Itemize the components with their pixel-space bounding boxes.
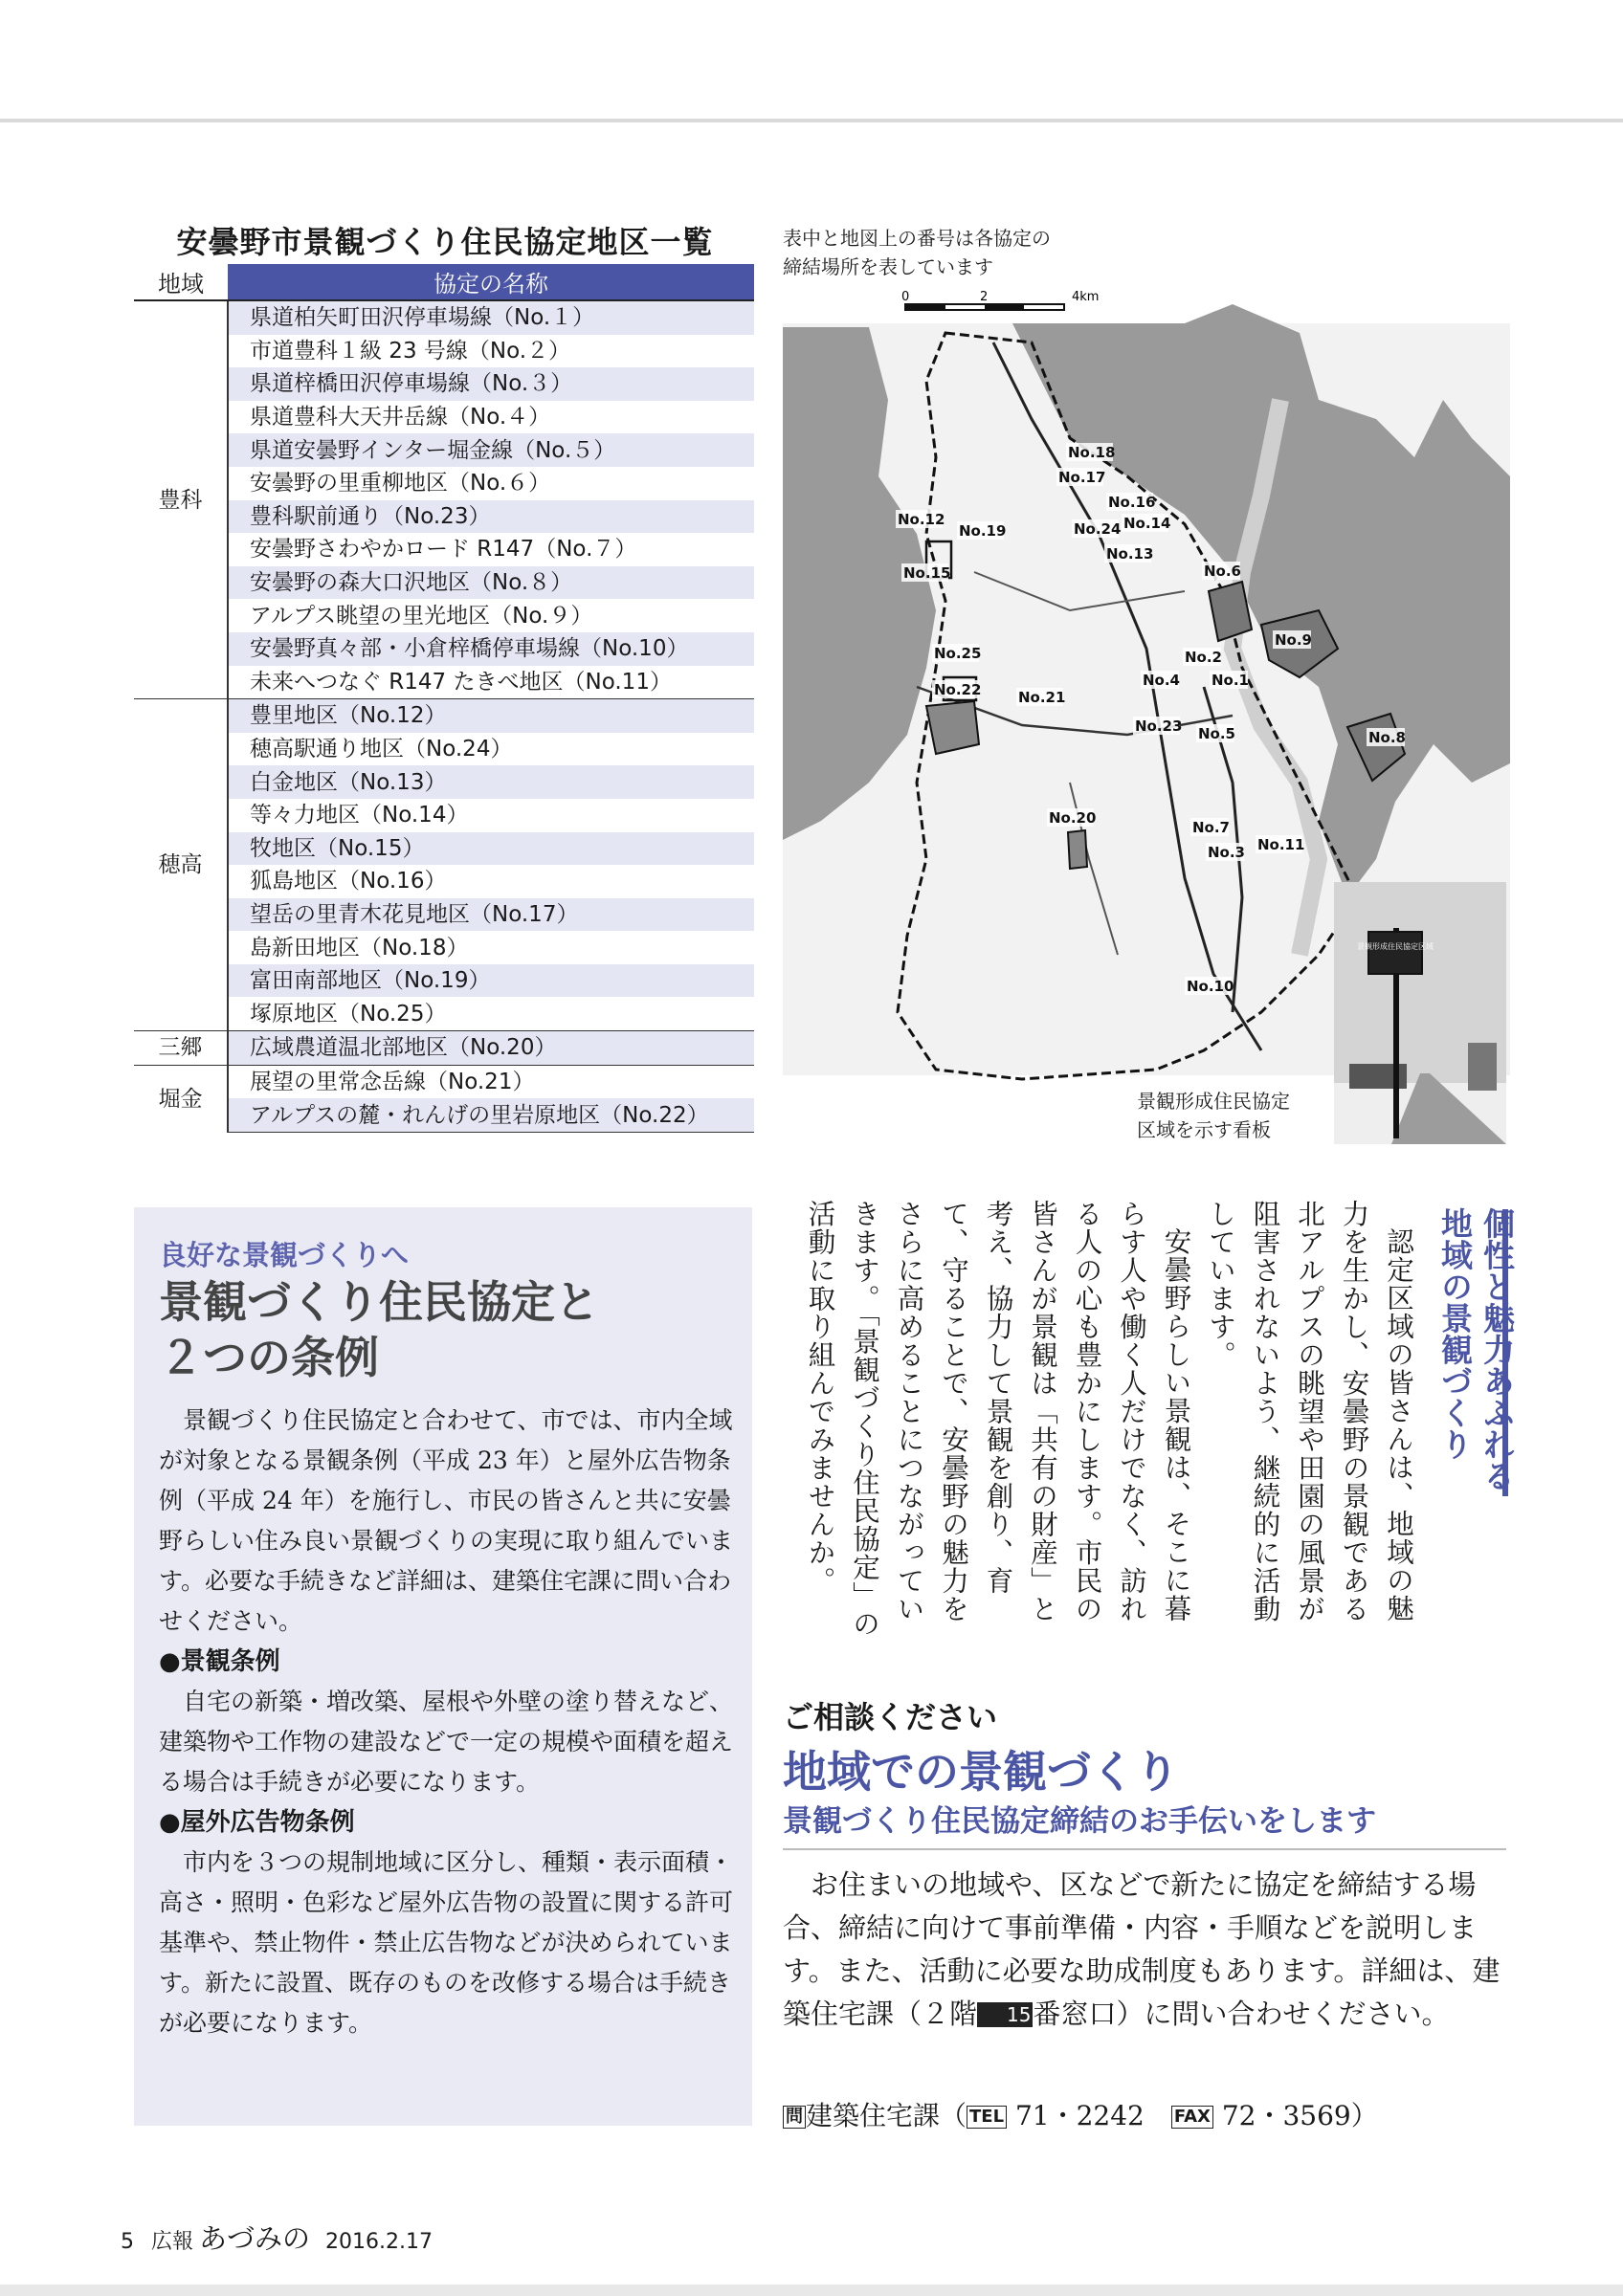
area-cell: 堀金 (134, 1065, 228, 1132)
agreement-name-cell: 白金地区（No.13） (228, 765, 754, 799)
table-row (134, 997, 754, 1030)
map-note-line2: 締結場所を表しています (783, 255, 993, 278)
publication-label: 広報 (151, 2230, 194, 2254)
page-number: 5 (121, 2230, 134, 2254)
table-row (134, 401, 754, 434)
map-label: No.12 (898, 511, 945, 528)
photo-caption-line1: 景観形成住民協定 (1137, 1090, 1290, 1113)
consult-body-b: 番窓口）に問い合わせください。 (1033, 1998, 1450, 2030)
photo-caption-line2: 区域を示す看板 (1137, 1118, 1271, 1141)
agreement-name-cell: 等々力地区（No.14） (228, 799, 754, 832)
scale-label-4km: 4km (1072, 290, 1100, 304)
agreement-name-cell: 県道豊科大天井岳線（No.４） (228, 401, 754, 434)
table-row (134, 1098, 754, 1132)
agreement-name-cell: 豊里地区（No.12） (228, 699, 754, 733)
scale-bar (901, 290, 1099, 310)
table-row (134, 931, 754, 964)
map-label: No.10 (1187, 978, 1234, 995)
agreement-name-cell: 安曇野の森大口沢地区（No.８） (228, 566, 754, 600)
top-rule (0, 119, 1623, 122)
map-label: No.7 (1192, 819, 1230, 836)
agreement-name-cell: 島新田地区（No.18） (228, 931, 754, 964)
table-row (134, 632, 754, 666)
map-label: No.14 (1123, 515, 1171, 532)
table-row (134, 799, 754, 832)
agreement-name-cell: 望岳の里青木花見地区（No.17） (228, 898, 754, 932)
table-row (134, 765, 754, 799)
landscape-ordinance-heading: ●景観条例 (159, 1647, 280, 1676)
district-no20 (1068, 830, 1087, 869)
landscape-ordinance-text: 自宅の新築・増改築、屋根や外壁の塗り替えなど、建築物や工作物の建設などで一定の規模や面積を超える場合は手続きが必要になります。 (159, 1688, 734, 1796)
agreement-name-cell: 牧地区（No.15） (228, 832, 754, 866)
consult-kicker: ご相談ください (783, 1699, 998, 1735)
area-cell: 穂高 (134, 699, 228, 1031)
agreement-name-cell: 安曇野の里重柳地区（No.６） (228, 467, 754, 500)
agreement-name-cell: 県道梓橋田沢停車場線（No.３） (228, 367, 754, 401)
map-label: No.19 (959, 522, 1007, 540)
map-label: No.17 (1058, 469, 1106, 486)
agreement-name-cell: 安曇野さわやかロード R147（No.７） (228, 533, 754, 566)
vertical-paragraph-1: 認定区域の皆さんは、地域の魅力を生かし、安曇野の景観である北アルプスの眺望や田園の風景が阻害されないよう、継続的に活動しています。 (1205, 1200, 1414, 1623)
col-header-area: 地域 (134, 264, 228, 300)
table-row (134, 733, 754, 766)
map-label: No.11 (1257, 836, 1305, 853)
tel-icon: TEL (967, 2106, 1007, 2129)
table-row (134, 898, 754, 932)
table-row (134, 533, 754, 566)
agreement-name-cell: 塚原地区（No.25） (228, 997, 754, 1030)
agreement-name-cell: 広域農道温北部地区（No.20） (228, 1031, 754, 1066)
ordinance-intro: 景観づくり住民協定と合わせて、市では、市内全域が対象となる景観条例（平成 23 年）と屋外広告物条例（平成 24 年）を施行し、市民の皆さんと共に安曇野らしい住み良い景観づくりの実現に取り組んでいます。必要な手続きなど詳細は、建築住宅課に問い合わせください。 (159, 1406, 734, 1635)
agreement-name-cell: 狐島地区（No.16） (228, 865, 754, 898)
map-label: No.22 (934, 681, 982, 698)
agreement-name-cell: 穂高駅通り地区（No.24） (228, 733, 754, 766)
scale-label-2: 2 (980, 290, 989, 304)
map-label: No.5 (1198, 725, 1235, 742)
outdoor-ad-ordinance-heading: ●屋外広告物条例 (159, 1808, 355, 1837)
table-row (134, 367, 754, 401)
table-row (134, 666, 754, 699)
ordinance-title-line2: ２つの条例 (159, 1332, 379, 1383)
fax-number: 72・3569） (1221, 2100, 1378, 2131)
district-no22 (926, 701, 979, 754)
agreement-name-cell: 豊科駅前通り（No.23） (228, 500, 754, 534)
bottom-rule (0, 2285, 1623, 2296)
table-row (134, 335, 754, 368)
table-row (134, 699, 754, 733)
vertical-heading-line2: 地域の景観づくり (1436, 1207, 1474, 1460)
publication-name: あづみの (199, 2222, 311, 2255)
issue-date: 2016.2.17 (325, 2230, 433, 2254)
agreement-name-cell: 県道安曇野インター堀金線（No.５） (228, 433, 754, 467)
map-label: No.25 (934, 645, 982, 662)
area-cell: 三郷 (134, 1031, 228, 1066)
ordinance-title-line1: 景観づくり住民協定と (159, 1276, 599, 1328)
table-row (134, 300, 754, 335)
consult-subtitle: 景観づくり住民協定締結のお手伝いをします (783, 1804, 1376, 1839)
map-label: No.8 (1368, 729, 1406, 746)
photo-caption (1137, 1087, 1290, 1144)
agreement-name-cell: 市道豊科１級 23 号線（No.２） (228, 335, 754, 368)
table-row (134, 1065, 754, 1098)
agreement-name-cell: 県道柏矢町田沢停車場線（No.１） (228, 300, 754, 335)
contact-dept: 建築住宅課（ (806, 2100, 967, 2131)
agreement-table (134, 264, 754, 1133)
map-label: No.6 (1204, 563, 1241, 580)
agreement-name-cell: アルプスの麓・れんげの里岩原地区（No.22） (228, 1098, 754, 1132)
vertical-heading (1434, 1207, 1518, 1533)
fax-icon: FAX (1171, 2106, 1213, 2129)
vertical-heading-line1: 個性と魅力あふれる (1478, 1207, 1516, 1491)
agreement-name-cell: アルプス眺望の里光地区（No.９） (228, 599, 754, 632)
agreement-name-cell: 未来へつなぐ R147 たきべ地区（No.11） (228, 666, 754, 699)
table-row (134, 1031, 754, 1066)
agreement-name-cell: 展望の里常念岳線（No.21） (228, 1065, 754, 1098)
ordinance-kicker: 良好な景観づくりへ (159, 1239, 410, 1271)
map-label: No.2 (1185, 649, 1222, 666)
table-row (134, 865, 754, 898)
table-title: 安曇野市景観づくり住民協定地区一覧 (176, 224, 714, 260)
vertical-article (756, 1200, 1420, 1640)
sign-text: 景観形成住民協定区域 (1357, 942, 1434, 951)
map-label: No.15 (903, 564, 951, 582)
table-row (134, 964, 754, 998)
page-footer (121, 2218, 433, 2257)
vertical-paragraph-2: 安曇野らしい景観は、そこに暮らす人や働く人だけでなく、訪れる人の心も豊かにします。市民の皆さんが景観は「共有の財産」と考え、協力して景観を創り、育て、守ることで、安曇野の魅力をさらに高めることにつながっていきます。「景観づくり住民協定」の活動に取り組んでみませんか。 (804, 1200, 1192, 1638)
tel-number: 71・2242 (1014, 2100, 1145, 2131)
agreement-name-cell: 安曇野真々部・小倉梓橋停車場線（No.10） (228, 632, 754, 666)
table-row (134, 566, 754, 600)
consult-body-a: お住まいの地域や、区などで新たに協定を締結する場合、締結に向けて事前準備・内容・手順などを説明します。また、活動に必要な助成制度もあります。詳細は、建築住宅課（２階 (783, 1868, 1501, 2030)
contact-line (783, 2095, 1378, 2133)
scale-label-0: 0 (901, 290, 910, 304)
ordinance-body (159, 1401, 733, 2043)
map-note (783, 224, 1051, 281)
consult-rule (783, 1848, 1506, 1850)
col-header-name: 協定の名称 (228, 264, 754, 300)
map-label: No.4 (1143, 672, 1180, 689)
map-label: No.9 (1275, 631, 1312, 649)
map-label: No.16 (1108, 494, 1156, 511)
map-label: No.3 (1208, 844, 1245, 861)
table-row (134, 433, 754, 467)
table-row (134, 599, 754, 632)
window-number-badge: 15 (977, 2002, 1033, 2027)
table-row (134, 467, 754, 500)
consult-body (783, 1864, 1516, 2036)
sign-photo (1334, 882, 1506, 1144)
map-label: No.24 (1074, 520, 1122, 538)
area-cell: 豊科 (134, 300, 228, 699)
inquiry-icon: 問 (783, 2106, 806, 2129)
outdoor-ad-ordinance-text: 市内を３つの規制地域に区分し、種類・表示面積・高さ・照明・色彩など屋外広告物の設置に関する許可基準や、禁止物件・禁止広告物などが決められています。新たに設置、既存のものを改修する場合は手続きが必要になります。 (159, 1848, 734, 2037)
ordinance-title (159, 1274, 599, 1385)
map-label: No.18 (1068, 444, 1116, 461)
consult-title: 地域での景観づくり (783, 1746, 1179, 1798)
map-note-line1: 表中と地図上の番号は各協定の (783, 227, 1051, 250)
map-label: No.20 (1049, 809, 1097, 827)
map-label: No.23 (1135, 718, 1183, 735)
table-row (134, 832, 754, 866)
map-label: No.13 (1106, 545, 1154, 563)
map-label: No.21 (1018, 689, 1066, 706)
agreement-name-cell: 富田南部地区（No.19） (228, 964, 754, 998)
map-label: No.1 (1212, 672, 1249, 689)
table-row (134, 500, 754, 534)
